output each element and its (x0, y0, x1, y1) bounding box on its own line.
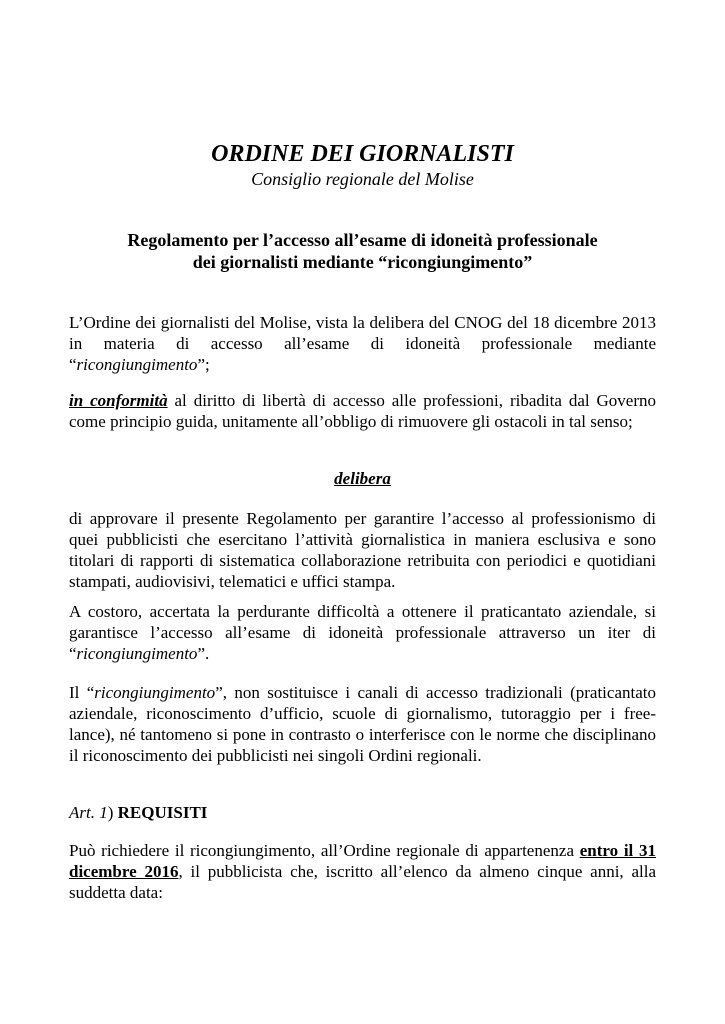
ric-line2: aziendale, riconoscimento d’ufficio, scuole di giornalismo, tutoraggio per i free- (69, 704, 656, 723)
costoro-line1: A costoro, accertata la perdurante difficoltà a ottenere il praticantato aziendale, si (69, 602, 656, 621)
regulation-title-line1: Regolamento per l’accesso all’esame di idoneità professionale (127, 230, 598, 250)
ric-line1-rest: ”, non sostituisce i canali di accesso tradizionali (praticantato (215, 683, 656, 702)
ric-line1-start: Il “ (69, 683, 95, 702)
conformity-line1-rest: al diritto di libertà di accesso alle professioni, ribadita dal Governo (167, 391, 657, 410)
article1-heading (69, 802, 656, 823)
req-line3: suddetta data: (69, 883, 163, 902)
regulation-title (69, 229, 656, 273)
article1-title: REQUISITI (117, 803, 208, 822)
preamble-italic-term: ricongiungimento (76, 355, 198, 374)
costoro-paragraph (69, 601, 656, 664)
approve-line1: di approvare il presente Regolamento per garantire l’accesso al professionismo di (69, 509, 656, 528)
article1-label: Art. 1 (69, 803, 108, 822)
quote-open: “ (69, 355, 77, 374)
approve-paragraph (69, 508, 656, 592)
req-line1 (69, 840, 656, 861)
organization-subtitle: Consiglio regionale del Molise (251, 169, 474, 189)
preamble-paragraph (69, 312, 656, 375)
preamble-line1: L’Ordine dei giornalisti del Molise, vista la delibera del CNOG del 18 dicembre 2013 (69, 313, 656, 332)
approve-line2: quei pubblicisti che esercitano l’attività giornalistica in maniera esclusiva e sono (69, 530, 656, 549)
conformity-emphasis: in conformità (69, 391, 168, 410)
ricongiungimento-paragraph (69, 682, 656, 766)
quote-close: ”. (197, 644, 210, 663)
req-deadline-part2: dicembre 2016 (69, 862, 179, 881)
approve-line3: titolari di rapporti di sistematica collaborazione retribuita con periodici e quotidiani (69, 551, 656, 570)
ric-italic-term: ricongiungimento (94, 683, 216, 702)
quote-close: ”; (197, 355, 210, 374)
organization-title: ORDINE DEI GIORNALISTI (211, 141, 514, 167)
preamble-line3 (69, 354, 656, 375)
ric-line3: lance), né tantomeno si pone in contrasto o interferisce con le norme che disciplinano (69, 725, 656, 744)
conformity-line2: come principio guida, unitamente all’obbligo di rimuovere gli ostacoli in tal senso; (69, 412, 633, 431)
preamble-line2: in materia di accesso all’esame di idoneità professionale mediante (69, 334, 656, 353)
costoro-line3 (69, 643, 656, 664)
conformity-paragraph (69, 390, 656, 432)
ric-line4: il riconoscimento dei pubblicisti nei singoli Ordini regionali. (69, 746, 482, 765)
quote-open: “ (69, 644, 77, 663)
req-line2 (69, 861, 656, 882)
req-deadline-part1: entro il 31 (579, 841, 656, 860)
costoro-line2: garantisce l’accesso all’esame di idoneità professionale attraverso un iter di (69, 623, 656, 642)
req-line1-start: Può richiedere il ricongiungimento, all’Ordine regionale di appartenenza (69, 841, 580, 860)
article1-paren: ) (107, 803, 114, 822)
conformity-line1 (69, 390, 656, 411)
approve-line4: stampati, audiovisivi, telematici e uffici stampa. (69, 572, 396, 591)
regulation-title-line2: dei giornalisti mediante “ricongiungimento” (192, 252, 533, 272)
requisiti-paragraph (69, 840, 656, 903)
req-line2-rest: , il pubblicista che, iscritto all’elenco da almeno cinque anni, alla (178, 862, 656, 881)
ric-line1 (69, 682, 656, 703)
costoro-italic-term: ricongiungimento (76, 644, 198, 663)
delibera-heading: delibera (334, 469, 391, 488)
